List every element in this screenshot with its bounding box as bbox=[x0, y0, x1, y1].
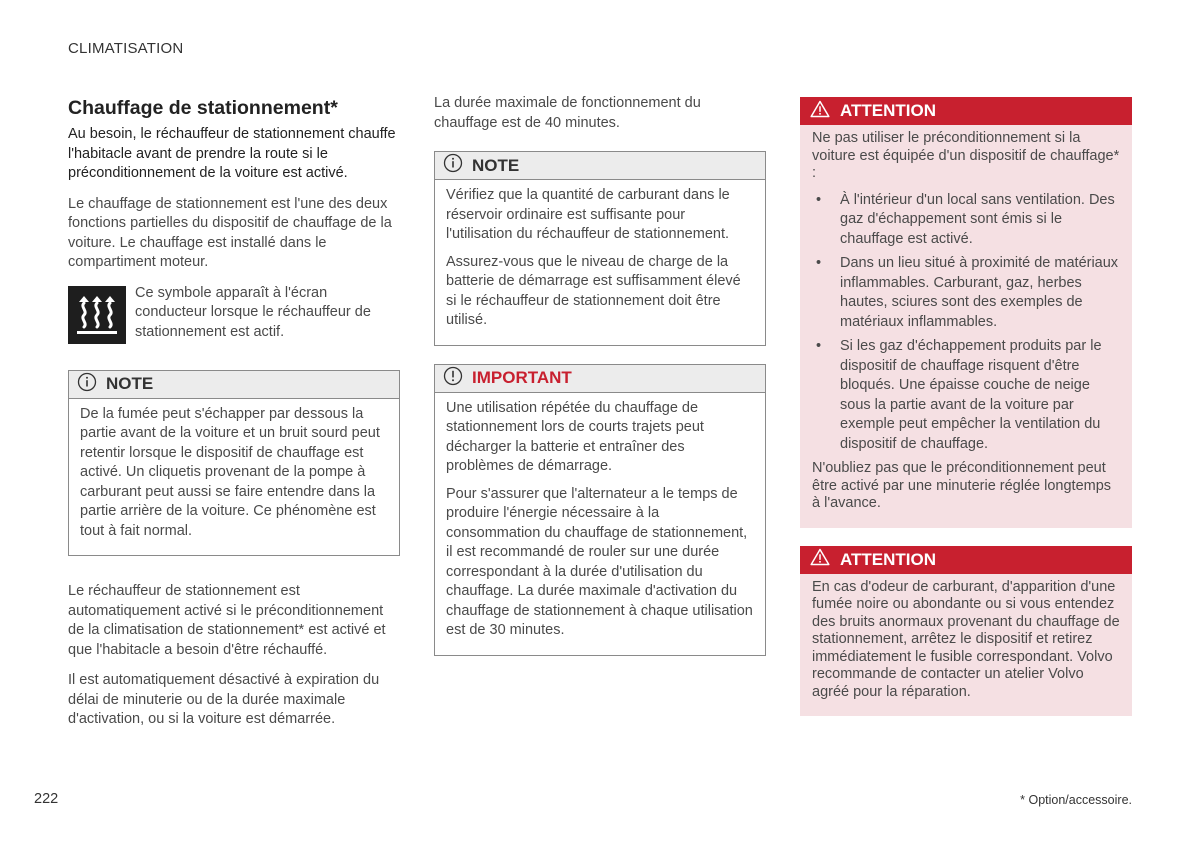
heater-symbol-icon bbox=[68, 286, 126, 344]
note-label: NOTE bbox=[106, 374, 154, 394]
list-item: • À l'intérieur d'un local sans ventilation. Des gaz d'échappement sont émis si le chauffage est activé. bbox=[816, 191, 1115, 247]
note-text: De la fumée peut s'échapper par dessous la partie avant de la voiture et un bruit sourd peut retentir lorsque le dispositif de chauffage est activé. Un cliquetis provenant de la pompe à carburant peut aussi se faire entendre dans la partie arrière de la voiture. Ce phénomène est tout à fait normal. bbox=[80, 405, 380, 539]
body-paragraph: Il est automatiquement désactivé à expiration du délai de minuterie ou de la durée maximale d'activation, ou si la voiture est démarrée. bbox=[68, 672, 380, 728]
warning-triangle-icon bbox=[810, 100, 830, 123]
exclamation-circle-icon bbox=[443, 366, 463, 391]
info-circle-icon bbox=[77, 372, 97, 397]
warning-header bbox=[800, 97, 1132, 125]
column-2 bbox=[434, 94, 766, 674]
note-header bbox=[435, 152, 765, 180]
note-box bbox=[68, 370, 400, 557]
warning-box bbox=[800, 97, 1132, 528]
warning-box bbox=[800, 546, 1132, 717]
column-1 bbox=[68, 94, 400, 741]
section-header: CLIMATISATION bbox=[68, 40, 184, 57]
important-label: IMPORTANT bbox=[472, 368, 572, 387]
page-title: Chauffage de stationnement* bbox=[68, 97, 338, 119]
important-text: Pour s'assurer que l'alternateur a le temps de produire l'énergie nécessaire à la consommation du chauffage de stationnement, il est recommandé de rouler sur une durée correspondant à la durée d'utilisation du chauffage. La durée maximale d'activation du chauffage de stationnement à chaque utilisation est de 30 minutes. bbox=[446, 485, 753, 638]
symbol-row bbox=[68, 284, 400, 344]
warning-label: ATTENTION bbox=[840, 101, 937, 120]
warning-header bbox=[800, 546, 1132, 574]
intro-paragraph: Au besoin, le réchauffeur de stationnement chauffe l'habitacle avant de prendre la route si le préconditionnement de la voiture est activé. bbox=[68, 126, 396, 182]
warning-triangle-icon bbox=[810, 548, 830, 571]
warning-text: En cas d'odeur de carburant, d'apparition d'une fumée noire ou abondante ou si vous entendez des bruits anormaux provenant du chauffage de stationnement, arrêtez le dispositif et retirez immédiatement le fusible correspondant. Volvo recommande de contacter un atelier Volvo agréé pour la réparation. bbox=[812, 578, 1120, 700]
warning-intro: Ne pas utiliser le préconditionnement si la voiture est équipée d'un dispositif de chauffage* : bbox=[812, 130, 1120, 181]
body-paragraph: La durée maximale de fonctionnement du chauffage est de 40 minutes. bbox=[434, 95, 701, 131]
symbol-description: Ce symbole apparaît à l'écran conducteur lorsque le réchauffeur de stationnement est actif. bbox=[135, 284, 371, 340]
note-box bbox=[434, 151, 766, 346]
note-text: Vérifiez que la quantité de carburant dans le réservoir ordinaire est suffisante pour l'utilisation du réchauffeur de stationnement. bbox=[446, 187, 730, 242]
warning-list bbox=[812, 191, 1120, 455]
footnote: * Option/accessoire. bbox=[1020, 793, 1132, 807]
important-header bbox=[435, 365, 765, 393]
important-text: Une utilisation répétée du chauffage de stationnement lors de courts trajets peut décharger la batterie et entraîner des problèmes de démarrage. bbox=[446, 399, 704, 474]
note-label: NOTE bbox=[472, 155, 520, 175]
warning-label: ATTENTION bbox=[840, 549, 937, 569]
page-number: 222 bbox=[34, 791, 59, 807]
info-circle-icon bbox=[443, 153, 463, 178]
note-text: Assurez-vous que le niveau de charge de la batterie de démarrage est suffisamment élevé si le réchauffeur de stationnement doit être utilisé. bbox=[446, 253, 741, 328]
body-paragraph: Le chauffage de stationnement est l'une des deux fonctions partielles du dispositif de chauffage de la voiture. Le chauffage est installé dans le compartiment moteur. bbox=[68, 195, 392, 271]
column-3 bbox=[800, 97, 1132, 734]
warning-outro: N'oubliez pas que le préconditionnement peut être activé par une minuterie réglée longtemps à l'avance. bbox=[812, 460, 1112, 511]
important-box bbox=[434, 364, 766, 656]
list-item: • Dans un lieu situé à proximité de matériaux inflammables. Carburant, gaz, herbes hautes, sciures sont des exemples de matériaux inflammables. bbox=[816, 255, 1119, 330]
body-paragraph: Le réchauffeur de stationnement est automatiquement activé si le préconditionnement de la climatisation de stationnement* est activé et que l'habitacle a besoin d'être réchauffé. bbox=[68, 583, 386, 658]
note-header bbox=[69, 371, 399, 399]
list-item: • Si les gaz d'échappement produits par le dispositif de chauffage risquent d'être bloqués. Une épaisse couche de neige sous la partie avant de la voiture par exemple peut empêcher la ventilation du dispositif de chauffage. bbox=[816, 338, 1102, 452]
